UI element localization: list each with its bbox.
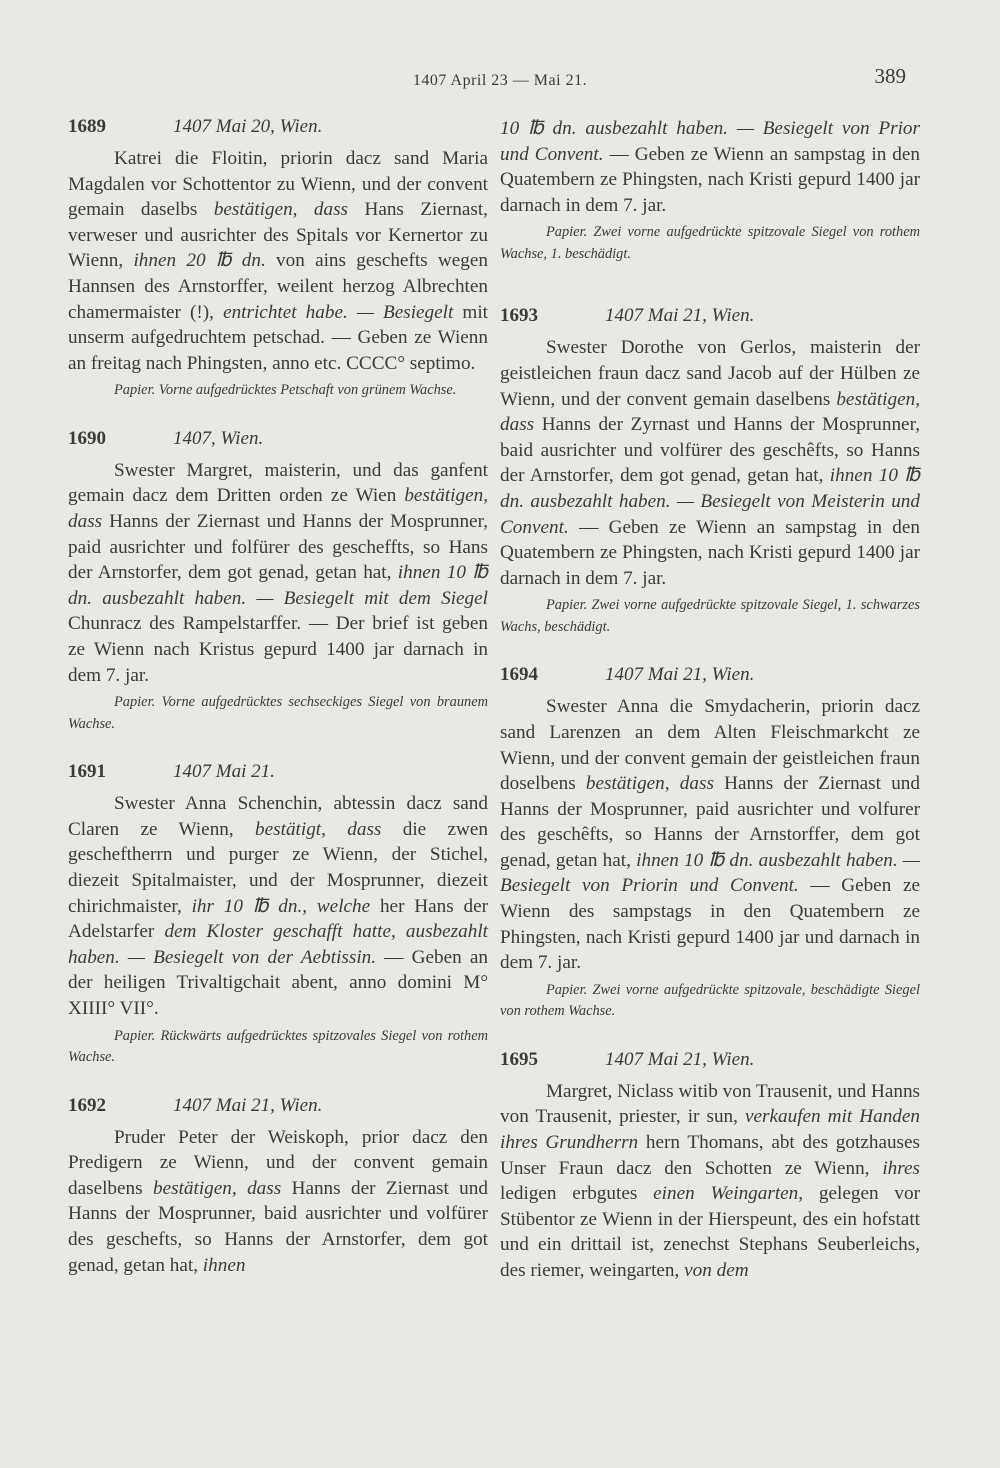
entry-number: 1694 xyxy=(500,664,538,686)
entry-note: Papier. Vorne aufgedrücktes sechseckiges Siegel von braunem Wachse. xyxy=(68,694,488,732)
entry-text xyxy=(68,791,488,1021)
text-segment: — Geben ze Wienn des sampstags in den Quatembern ze Phingsten, nach Kristi gepurd 1400 jar und darnach in dem 7. jar. xyxy=(500,875,920,974)
entry-1689 xyxy=(68,116,488,402)
entry-number: 1690 xyxy=(68,427,106,449)
entry-1693 xyxy=(500,305,920,638)
text-segment: Margret, Niclass witib von Trausenit, und Hanns von Trausenit, priester, ir sun, xyxy=(500,1080,920,1128)
entry-header xyxy=(500,1049,920,1075)
entry-number: 1695 xyxy=(500,1048,538,1070)
entry-1692 xyxy=(68,1095,488,1279)
italic-segment: ihr 10 ℔ dn., welche xyxy=(191,895,371,917)
entry-date: 1407, Wien. xyxy=(173,427,264,449)
entry-text xyxy=(500,694,920,976)
text-segment: mit unserm aufgedruchtem petschad. — Geben ze Wienn an freitag nach Phingsten, anno etc. CCCC° septimo. xyxy=(68,301,488,374)
entry-text xyxy=(68,458,488,688)
entry-1695 xyxy=(500,1049,920,1284)
entry-1691 xyxy=(68,761,488,1068)
entry-text xyxy=(500,116,920,218)
text-segment: Hanns der Zyrnast und Hanns der Mosprunner, baid ausrichter und volfürer des geschêfts, so Hanns der Arnstorfer, dem got genad, getan hat, xyxy=(500,414,920,487)
entry-date: 1407 Mai 20, Wien. xyxy=(173,116,323,137)
entry-text xyxy=(68,146,488,376)
italic-segment: bestätigen, dass xyxy=(500,388,920,436)
entry-number: 1692 xyxy=(68,1094,106,1116)
italic-segment: entrichtet habe. — Besiegelt xyxy=(223,301,454,323)
italic-segment: bestätigen, dass xyxy=(213,199,349,221)
entry-number: 1691 xyxy=(68,761,106,783)
text-segment: her Hans der Adelstarfer xyxy=(68,895,489,943)
entry-header xyxy=(68,116,488,142)
entry-continuation xyxy=(500,116,920,265)
italic-segment: ihnen 10 ℔ dn. ausbezahlt haben. — Besiegelt von Meisterin und Convent. xyxy=(500,465,920,538)
entry-date: 1407 Mai 21. xyxy=(173,761,275,783)
italic-segment: ihnen 10 ℔ dn. ausbezahlt haben. — Besiegelt mit dem Siegel xyxy=(68,562,488,609)
entry-note: Papier. Zwei vorne aufgedrückte spitzovale Siegel, 1. schwarzes Wachs, beschädigt. xyxy=(500,597,920,635)
left-column xyxy=(68,116,488,1304)
text-segment: Hanns der Ziernast und Hanns der Mosprunner, paid ausrichter und volfurer des geschêfts, so Hanns der Arnstorffer, dem got genad, getan hat, xyxy=(500,773,920,871)
text-segment: Pruder Peter der Weiskoph, prior dacz den Predigern ze Wienn, und der convent gemain daselbens xyxy=(68,1126,488,1199)
text-segment: von ains geschefts wegen Hannsen des Arnstorffer, weilent herzog Albrechten chamermaister (!), xyxy=(68,250,488,323)
text-segment: Chunracz des Rampelstarffer. — Der brief ist geben ze Wienn nach Kristus gepurd 1400 jar darnach in dem 7. jar. xyxy=(68,613,488,686)
text-segment: — Geben ze Wienn an sampstag in den Quatembern ze Phingsten, nach Kristi gepurd 1400 jar darnach in dem 7. jar. xyxy=(500,143,920,216)
entry-number: 1693 xyxy=(500,305,538,327)
text-segment: Swester Margret, maisterin, und das ganfent gemain dacz dem Dritten orden ze Wien xyxy=(68,459,488,507)
entry-header xyxy=(68,1095,488,1121)
text-segment: Katrei die Floitin, priorin dacz sand Maria Magdalen vor Schottentor zu Wienn, und der convent gemain daselbs xyxy=(68,148,488,221)
italic-segment: bestätigen, dass xyxy=(585,773,714,795)
italic-segment: bestätigen, dass xyxy=(68,485,488,533)
entry-date: 1407 Mai 21, Wien. xyxy=(605,664,755,686)
entry-note: Papier. Rückwärts aufgedrücktes spitzovales Siegel von rothem Wachse. xyxy=(68,1027,488,1066)
entry-1690 xyxy=(68,428,488,735)
text-segment: — Geben an der heiligen Trivaltigchait abent, anno domini M° XIIII° VII°. xyxy=(68,946,489,1019)
italic-segment: bestätigt, dass xyxy=(255,818,382,840)
running-header: 1407 April 23 — Mai 21. xyxy=(412,72,588,89)
entry-header xyxy=(500,305,920,331)
entry-header xyxy=(500,664,920,690)
entry-text xyxy=(500,1079,920,1284)
right-column xyxy=(500,116,920,1310)
text-segment: gelegen vor Stübentor ze Wienn in der Hierspeunt, des ein hofstatt und ein drittail ist, zenechst Stephans Seuberleichs, des riemer, weingarten, xyxy=(500,1183,920,1281)
entry-note: Papier. Zwei vorne aufgedrückte spitzovale Siegel von rothem Wachse, 1. beschädigt. xyxy=(500,224,920,262)
text-segment: Swester Dorothe von Gerlos, maisterin der geistleichen fraun dacz sand Jacob auf der Hülben ze Wienn, und der convent gemain daselbens xyxy=(500,337,920,410)
entry-number: 1689 xyxy=(68,116,106,137)
entry-date: 1407 Mai 21, Wien. xyxy=(173,1094,323,1116)
text-segment: hern Thomans, abt des gotzhauses Unser Fraun dacz den Schotten ze Wienn, xyxy=(500,1132,921,1179)
entry-note: Papier. Vorne aufgedrücktes Petschaft von grünem Wachse. xyxy=(114,382,457,399)
text-segment: ledigen erbgutes xyxy=(500,1183,654,1205)
text-segment: Swester Anna Schenchin, abtessin dacz sand Claren ze Wienn, xyxy=(68,793,488,840)
italic-segment: dem Kloster geschafft hatte, ausbezahlt haben. — Besiegelt von der Aebtissin. xyxy=(68,921,488,968)
text-segment: Hanns der Ziernast und Hanns der Mosprunner, paid ausrichter und folfürer des gescheffts, so Hans der Arnstorfer, dem got genad, getan hat, xyxy=(68,511,488,584)
italic-segment: verkaufen mit Handen ihres Grundherrn xyxy=(500,1106,920,1154)
text-segment: die zwen gescheftherrn und purger ze Wienn, der Stichel, diezeit Spitalmaister, und der Mosprunner, diezeit chirichmaister, xyxy=(68,818,488,917)
italic-segment: ihnen 10 ℔ dn. ausbezahlt haben. — Besiegelt von Priorin und Convent. xyxy=(500,849,920,897)
text-segment: Swester Anna die Smydacherin, priorin dacz sand Larenzen an dem Alten Fleischmarkcht ze Wienn, und der convent gemain der geistleichen fraun doselbens xyxy=(500,696,920,795)
italic-segment: von dem xyxy=(684,1260,749,1281)
entry-note: Papier. Zwei vorne aufgedrückte spitzovale, beschädigte Siegel von rothem Wachse. xyxy=(500,981,920,1020)
entry-text xyxy=(500,335,920,591)
text-segment: — Geben ze Wienn an sampstag in den Quatembern ze Phingsten, nach Kristi gepurd 1400 jar darnach in dem 7. jar. xyxy=(500,516,920,589)
italic-segment: ihnen xyxy=(202,1254,246,1276)
italic-segment: ihnen 20 ℔ dn. xyxy=(133,250,266,272)
italic-segment: 10 ℔ dn. ausbezahlt haben. — Besiegelt von Prior und Convent. xyxy=(500,118,920,165)
entry-1694 xyxy=(500,664,920,1023)
entry-date: 1407 Mai 21, Wien. xyxy=(605,1048,755,1070)
italic-segment: einen Weingarten, xyxy=(653,1183,804,1205)
italic-segment: bestätigen, dass xyxy=(153,1177,282,1199)
italic-segment: ihres xyxy=(882,1157,920,1179)
entry-header xyxy=(68,761,488,787)
page-number: 389 xyxy=(874,64,906,88)
entry-text xyxy=(68,1125,488,1279)
entry-header xyxy=(68,428,488,454)
text-segment: Hanns der Ziernast und Hanns der Mosprunner, baid ausrichter und volfürer des geschefts, so Hanns der Arnstorfer, dem got genad, getan hat, xyxy=(68,1177,488,1276)
text-segment: Hans Ziernast, verweser und ausrichter des Spitals vor Kernertor zu Wienn, xyxy=(68,199,488,272)
entry-date: 1407 Mai 21, Wien. xyxy=(605,305,755,327)
